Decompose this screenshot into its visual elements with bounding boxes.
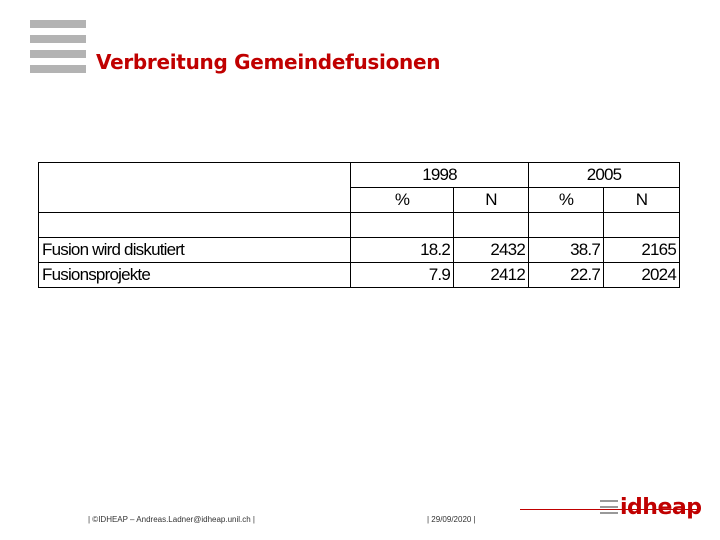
idheap-logo [600, 492, 701, 522]
logo-text: idheap [620, 494, 702, 520]
menu-bars-icon [30, 20, 86, 80]
cell-pct-2005: 22.7 [529, 263, 604, 288]
row-label: Fusionsprojekte [39, 263, 351, 288]
year-header-row [39, 163, 680, 188]
header-empty [39, 163, 351, 188]
row-label: Fusion wird diskutiert [39, 238, 351, 263]
fusion-table [38, 162, 680, 288]
cell-n-2005: 2165 [604, 238, 680, 263]
spacer-row [39, 213, 680, 238]
year-2005: 2005 [529, 163, 680, 188]
cell-pct-1998: 7.9 [351, 263, 454, 288]
subheader-n-1998: N [454, 188, 529, 213]
footer-date: | 29/09/2020 | [427, 515, 476, 524]
year-1998: 1998 [351, 163, 529, 188]
table-row [39, 263, 680, 288]
footer-copyright: | ©IDHEAP – Andreas.Ladner@idheap.unil.ch | [88, 515, 256, 524]
subheader-pct-1998: % [351, 188, 454, 213]
cell-pct-2005: 38.7 [529, 238, 604, 263]
cell-pct-1998: 18.2 [351, 238, 454, 263]
slide-title: Verbreitung Gemeindefusionen [96, 50, 441, 74]
logo-lines-icon [600, 498, 618, 516]
cell-n-2005: 2024 [604, 263, 680, 288]
cell-n-1998: 2412 [454, 263, 529, 288]
subheader-empty [39, 188, 351, 213]
subheader-row [39, 188, 680, 213]
subheader-pct-2005: % [529, 188, 604, 213]
subheader-n-2005: N [604, 188, 680, 213]
cell-n-1998: 2432 [454, 238, 529, 263]
table-row [39, 238, 680, 263]
